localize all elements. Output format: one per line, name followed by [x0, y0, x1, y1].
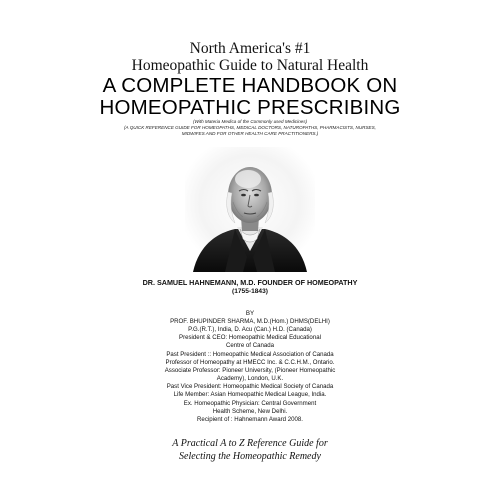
credential-line: Past President :: Homeopathic Medical Association of Canada	[166, 350, 334, 358]
by-label: BY	[245, 310, 255, 317]
book-title-line-2: HOMEOPATHIC PRESCRIBING	[99, 96, 401, 119]
credential-line: Health Scheme, New Delhi.	[212, 407, 288, 415]
portrait-caption-name: DR. SAMUEL HAHNEMANN, M.D. FOUNDER OF HOMEOPATHY	[142, 278, 358, 287]
credential-line: Life Member: Asian Homeopathic Medical League, India.	[173, 391, 327, 399]
description-line-2: MIDWIFES AND FOR OTHER HEALTH CARE PRACTITIONERS.)	[181, 131, 319, 136]
credential-line: P.G.(R.T.), India, D. Acu (Can.) H.D. (Canada)	[188, 326, 312, 334]
description-line-1: (A QUICK REFERENCE GUIDE FOR HOMEOPATHS, MEDICAL DOCTORS, NATUROPATHS, PHARMACISTS, NURSES,	[124, 125, 376, 130]
author-credentials	[0, 318, 500, 424]
credential-line: Recipient of : Hahnemann Award 2008.	[197, 415, 303, 423]
credential-line: Professor of Homeopathy at HMECC Inc. & C.C.H.M., Ontario.	[165, 358, 335, 366]
tagline-line-2: Homeopathic Guide to Natural Health	[131, 57, 369, 74]
portrait-caption-years: (1755-1843)	[232, 288, 268, 295]
credential-line: PROF. BHUPINDER SHARMA, M.D.(Hom.) DHMS(DELHI)	[170, 318, 330, 325]
book-title-line-1: A COMPLETE HANDBOOK ON	[102, 74, 398, 97]
footer-tagline-line-2: Selecting the Homeopathic Remedy	[179, 451, 321, 462]
credential-line: President & CEO: Homeopathic Medical Educational	[179, 334, 321, 342]
title-subnote: (With Materia Medica of the Commonly used Medicines)	[192, 119, 308, 124]
credential-line: Centre of Canada	[225, 342, 275, 350]
tagline-line-1: North America's #1	[189, 40, 311, 57]
hahnemann-portrait	[185, 147, 315, 272]
credential-line: Past Vice President: Homeopathic Medical Society of Canada	[166, 383, 334, 391]
footer-tagline-line-1: A Practical A to Z Reference Guide for	[172, 438, 328, 449]
credential-line: Academy), London, U.K.	[216, 375, 284, 383]
credential-line: Associate Professor: Pioneer University, (Pioneer Homeopathic	[164, 366, 336, 374]
credential-line: Ex. Homeopathic Physician: Central Government	[183, 399, 317, 407]
